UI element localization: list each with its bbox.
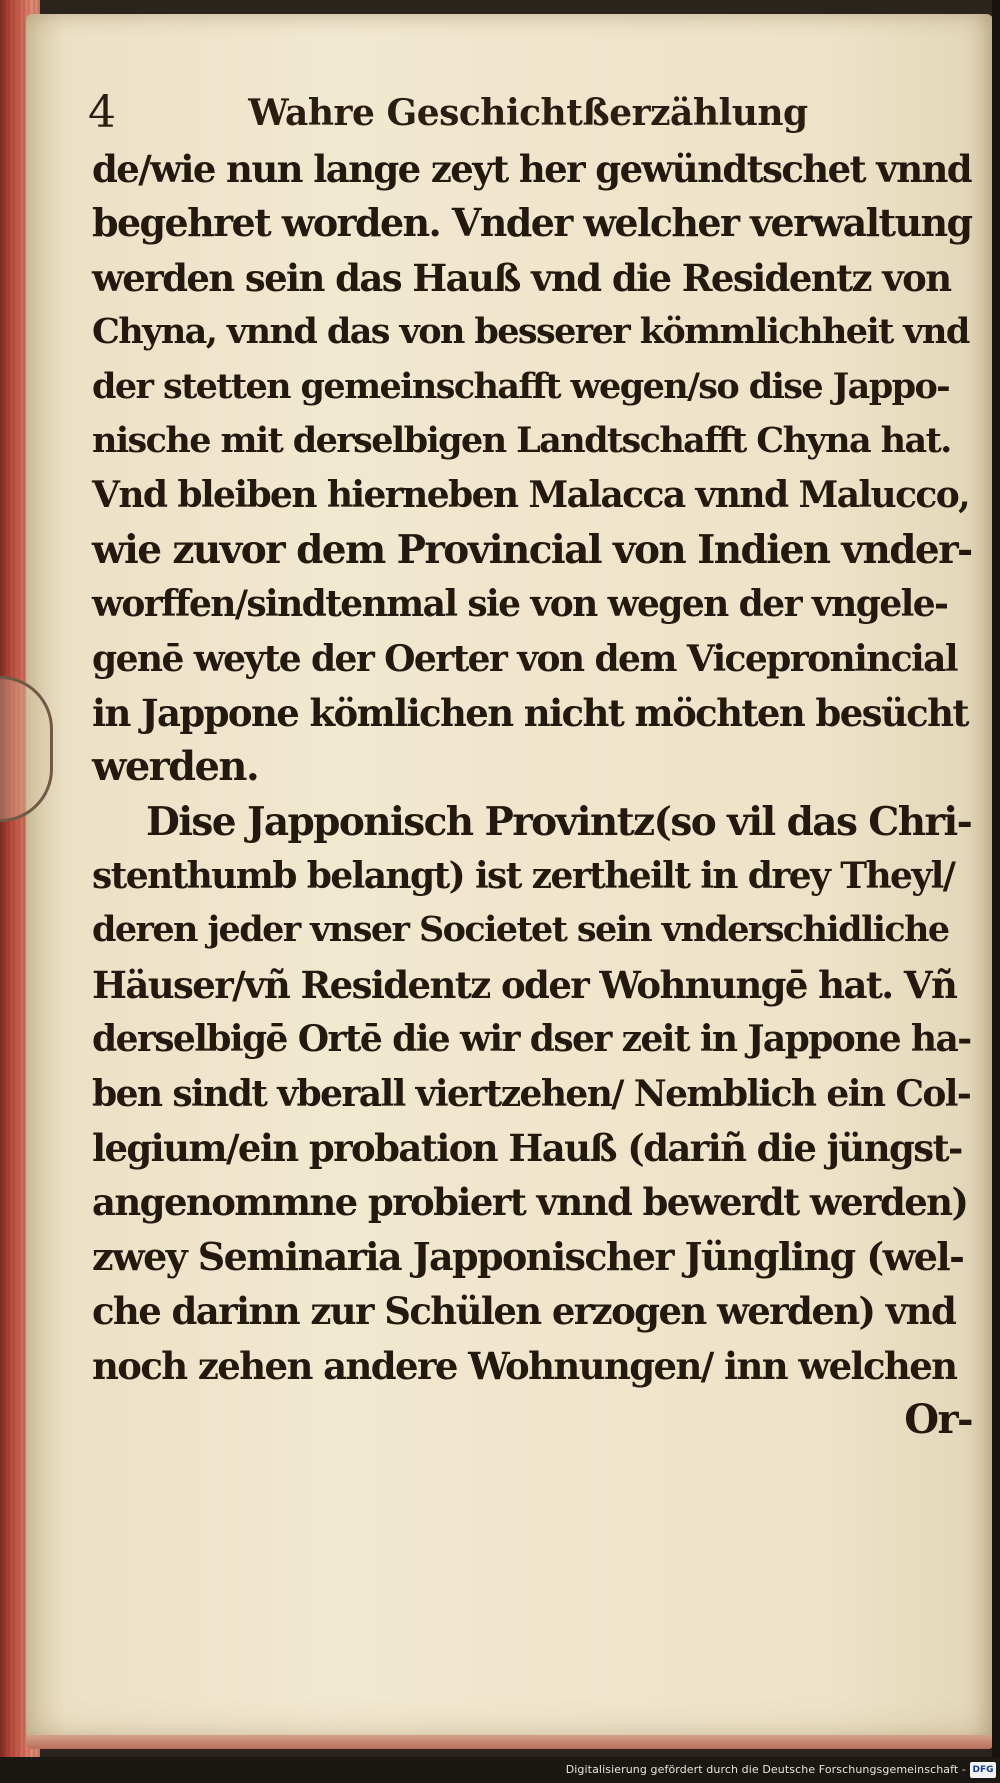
text-line: nische mit derselbigen Landtschafft Chyna hat.: [92, 419, 951, 461]
text-line: angenommne probiert vnnd bewerdt werden): [92, 1180, 968, 1225]
dfg-logo: DFG: [970, 1762, 996, 1778]
text-line: zwey Seminaria Japponischer Jüngling (wel-: [92, 1233, 964, 1279]
text-line: che darinn zur Schülen erzogen werden) vnd: [92, 1289, 956, 1334]
text-line: werden.: [92, 743, 259, 791]
text-line: worffen/sindtenmal sie von wegen der vngele-: [92, 583, 948, 626]
text-line: legium/ein probation Hauß (dariñ die jüngst-: [92, 1126, 962, 1171]
catchword: Or-: [904, 1395, 972, 1443]
text-line: wie zuvor dem Provincial von Indien vnder-: [92, 526, 972, 573]
text-line: noch zehen andere Wohnungen/ inn welchen: [92, 1343, 957, 1388]
page-right-edge: [992, 0, 1000, 1783]
text-line: Chyna, vnnd das von besserer kömmlichheit vnd: [92, 311, 969, 353]
text-line: begehret worden. Vnder welcher verwaltung: [92, 200, 972, 246]
page-bottom-edge: [26, 1735, 994, 1749]
body-text: [92, 142, 972, 1447]
text-line: Dise Japponisch Provintz(so vil das Chri-: [146, 798, 972, 845]
text-line: werden sein das Hauß vnd die Residentz von: [92, 255, 951, 300]
text-line: in Jappone kömlichen nicht möchten besücht: [92, 690, 968, 735]
footer-strip: [0, 1757, 1000, 1783]
digitization-note: Digitalisierung gefördert durch die Deutsche Forschungsgemeinschaft -: [565, 1763, 966, 1776]
text-line: genē weyte der Oerter von dem Vicepronincial: [92, 637, 957, 680]
page-number: 4: [88, 87, 116, 138]
text-line: stenthumb belangt) ist zertheilt in drey Theyl/: [92, 855, 955, 898]
text-line: der stetten gemeinschafft wegen/so dise Jappo-: [92, 365, 950, 407]
text-line: Vnd bleiben hierneben Malacca vnnd Malucco,: [92, 474, 970, 517]
text-line: ben sindt vberall viertzehen/ Nemblich ein Col-: [92, 1072, 971, 1115]
text-line: Häuser/vñ Residentz oder Wohnungē hat. Vñ: [92, 962, 957, 1007]
text-line: de/wie nun lange zeyt her gewündtschet vnnd: [92, 147, 972, 191]
page-header: [88, 80, 968, 140]
text-line: derselbigē Ortē die wir dser zeit in Jappone ha-: [92, 1018, 971, 1061]
text-line: deren jeder vnser Societet sein vnderschidliche: [92, 909, 949, 951]
running-head: Wahre Geschichtßerzählung: [248, 92, 808, 134]
